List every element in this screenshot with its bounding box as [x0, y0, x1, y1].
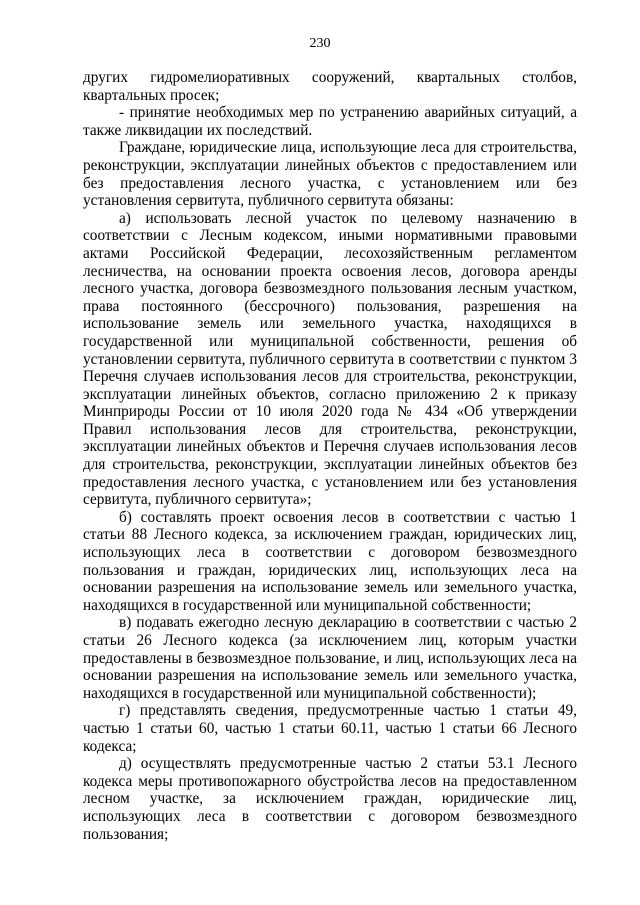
paragraph-emergency-measures: - принятие необходимых мер по устранению аварийных ситуаций, а также ликвидации их последствий. — [83, 104, 577, 139]
page-number: 230 — [309, 36, 331, 51]
paragraph-item-v: в) подавать ежегодно лесную декларацию в соответствии с частью 2 статьи 26 Лесного кодекса (за исключением лиц, которым участки предоставлены в безвозмездное пользование, и лиц, использующих леса на основании разрешения на использование земель или земельного участка, находящихся в государственной или муниципальной собственности); — [83, 614, 577, 702]
paragraph-continuation: других гидромелиоративных сооружений, квартальных столбов, квартальных просек; — [83, 69, 577, 104]
paragraph-item-d: д) осуществлять предусмотренные частью 2 статьи 53.1 Лесного кодекса меры противопожарного обустройства лесов на предоставленном лесном участке, за исключением граждан, юридические лиц, использующих леса в соответствии с договором безвозмездного пользования; — [83, 755, 577, 843]
paragraph-item-g: г) представлять сведения, предусмотренные частью 1 статьи 49, частью 1 статьи 60, частью 1 статьи 60.11, частью 1 статьи 66 Лесного кодекса; — [83, 702, 577, 755]
paragraph-item-b: б) составлять проект освоения лесов в соответствии с частью 1 статьи 88 Лесного кодекса, за исключением граждан, юридических лиц, использующих леса в соответствии с договором безвозмездного пользования и граждан, юридических лиц, использующих леса на основании разрешения на использование земель или земельного участка, находящихся в государственной или муниципальной собственности; — [83, 508, 577, 614]
paragraph-item-a: а) использовать лесной участок по целевому назначению в соответствии с Лесным кодексом, иными нормативными правовыми актами Российской Федерации, лесохозяйственным регламентом лесничества, на основании проекта освоения лесов, договора аренды лесного участка, договора безвозмездного пользования лесным участком, права постоянного (бессрочного) пользования, разрешения на использование земель или земельного участка, находящихся в государственной или муниципальной собственности, решения об установлении сервитута, публичного сервитута в соответствии с пунктом 3 Перечня случаев использования лесов для строительства, реконструкции, эксплуатации линейных объектов, согласно приложению 2 к приказу Минприроды России от 10 июля 2020 года № 434 «Об утверждении Правил использования лесов для строительства, реконструкции, эксплуатации линейных объектов и Перечня случаев использования лесов для строительства, реконструкции, эксплуатации линейных объектов без предоставления лесного участка, с установлением или без установления сервитута, публичного сервитута»; — [83, 209, 577, 509]
document-body — [83, 69, 577, 843]
paragraph-obligations-intro: Граждане, юридические лица, использующие леса для строительства, реконструкции, эксплуатации линейных объектов с предоставлением или без предоставления лесного участка, с установлением или без установления сервитута, публичного сервитута обязаны: — [83, 139, 577, 210]
